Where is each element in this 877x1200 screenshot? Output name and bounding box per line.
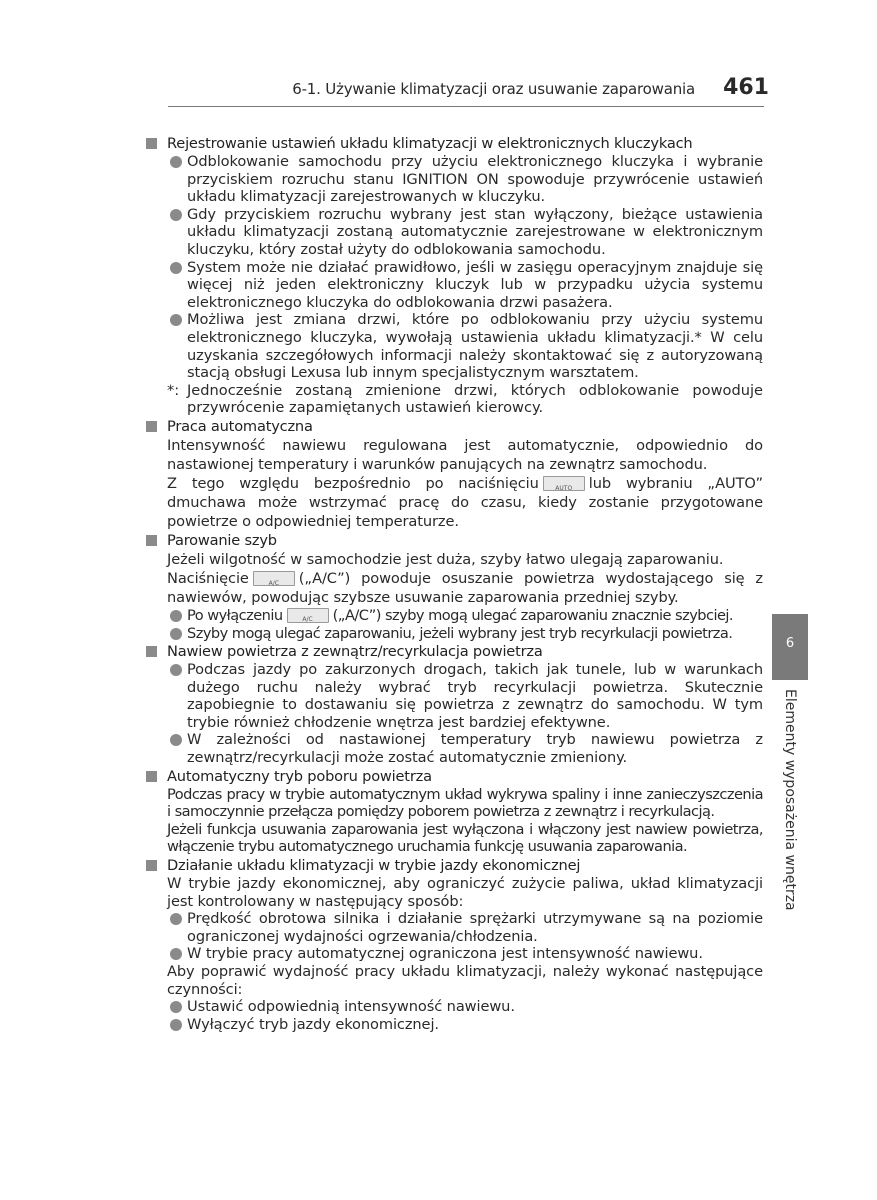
footnote: [143, 382, 763, 417]
ac-button-icon: [287, 608, 329, 623]
list-item: [143, 206, 763, 259]
paragraph: [143, 963, 763, 998]
ac-button-icon: [253, 571, 295, 586]
section-title: Rejestrowanie ustawień układu klimatyzacji w elektronicznych kluczykach: [167, 135, 693, 152]
list-item: [143, 945, 763, 963]
circle-bullet-icon: [170, 664, 182, 676]
paragraph-text: („A/C”) powoduje osuszanie powietrza wydostającego się z nawiewów, powodując szybsze usuwanie zaparowania przedniej szyby.: [167, 569, 763, 606]
paragraph-text: Z tego względu bezpośrednio po naciśnięciu: [167, 474, 539, 492]
list-item: [143, 910, 763, 945]
circle-bullet-icon: [170, 262, 182, 274]
ac-button-label: A/C: [268, 580, 279, 588]
list-item: [143, 607, 763, 625]
page-content: [143, 134, 763, 1033]
circle-bullet-icon: [170, 948, 182, 960]
circle-bullet-icon: [170, 734, 182, 746]
section-title: Działanie układu klimatyzacji w trybie jazdy ekonomicznej: [167, 857, 581, 875]
section-title: Automatyczny tryb poboru powietrza: [167, 767, 432, 785]
square-bullet-icon: [146, 535, 157, 546]
footnote-mark: *:: [167, 381, 180, 399]
paragraph: [143, 821, 763, 856]
list-item-text: System może nie działać prawidłowo, jeśli w zasięgu operacyjnym znajduje się więcej niż jeden elektroniczny kluczyk lub w przypadku użycia systemu elektronicznego kluczyka do odblokowania drzwi pasażera.: [187, 258, 763, 311]
circle-bullet-icon: [170, 314, 182, 326]
auto-button-label: AUTO: [555, 485, 573, 493]
page-header: [0, 76, 877, 102]
section-heading: [143, 531, 763, 550]
auto-button-icon: [543, 476, 585, 491]
list-item-text: W zależności od nastawionej temperatury tryb nawiewu powietrza z zewnątrz/recyrkulacji może zostać automatycznie zmieniony.: [187, 731, 763, 767]
section-heading: [143, 767, 763, 786]
square-bullet-icon: [146, 771, 157, 782]
chapter-title: 6-1. Używanie klimatyzacji oraz usuwanie zaparowania: [292, 80, 695, 98]
section-heading: [143, 642, 763, 661]
paragraph: [143, 550, 763, 569]
list-item: [143, 661, 763, 731]
square-bullet-icon: [146, 860, 157, 871]
list-item-text: W trybie pracy automatycznej ograniczona jest intensywność nawiewu.: [187, 945, 703, 963]
list-item-text: Ustawić odpowiednią intensywność nawiewu.: [187, 998, 515, 1016]
paragraph-text: Podczas pracy w trybie automatycznym układ wykrywa spaliny i inne zanieczyszczenia i samoczynnie przełącza pomiędzy poborem powietrza z zewnątrz i recyrkulacją.: [167, 785, 763, 821]
list-item: [143, 1016, 763, 1034]
footnote-text: Jednocześnie zostaną zmienione drzwi, których odblokowanie powoduje przywrócenie zapamiętanych ustawień kierowcy.: [187, 381, 763, 417]
list-item: [143, 998, 763, 1016]
circle-bullet-icon: [170, 209, 182, 221]
list-item: [143, 259, 763, 312]
paragraph: [143, 786, 763, 821]
paragraph-text: Jeżeli wilgotność w samochodzie jest duża, szyby łatwo ulegają zaparowaniu.: [167, 550, 724, 568]
square-bullet-icon: [146, 646, 157, 657]
section-heading: [143, 856, 763, 875]
header-rule: [168, 106, 764, 107]
paragraph-text: W trybie jazdy ekonomicznej, aby ograniczyć zużycie paliwa, układ klimatyzacji jest kontrolowany w następujący sposób:: [167, 875, 763, 910]
list-item-text: Podczas jazdy po zakurzonych drogach, takich jak tunele, lub w warunkach dużego ruchu należy wybrać tryb recyrkulacji powietrza. Skutecznie zapobiegnie to dostawaniu się powietrza z zewnątrz do samochodu. W tym trybie również chłodzenie wnętrza jest bardziej efektywne.: [187, 661, 763, 731]
paragraph: [143, 436, 763, 474]
list-item-text: Po wyłączeniu: [187, 606, 283, 624]
paragraph-text: lub wybraniu „AUTO” dmuchawa może wstrzymać pracę do czasu, kiedy zostanie przygotowane powietrze o odpowiedniej temperaturze.: [167, 474, 763, 530]
circle-bullet-icon: [170, 628, 182, 640]
list-item-text: Prędkość obrotowa silnika i działanie sprężarki utrzymywane są na poziomie ograniczonej wydajności ogrzewania/chłodzenia.: [187, 910, 763, 945]
square-bullet-icon: [146, 421, 157, 432]
chapter-side-label-text: Elementy wyposażenia wnętrza: [782, 689, 798, 911]
paragraph-text: Jeżeli funkcja usuwania zaparowania jest wyłączona i włączony jest nawiew powietrza, włączenie trybu automatycznego uruchamia funkcję usuwania zaparowania.: [167, 820, 763, 856]
section-heading: [143, 134, 763, 153]
paragraph-text: Naciśnięcie: [167, 569, 249, 587]
circle-bullet-icon: [170, 1001, 182, 1013]
chapter-tab: [772, 614, 808, 680]
paragraph-text: Intensywność nawiewu regulowana jest automatycznie, odpowiednio do nastawionej temperatury i warunków panujących na zewnątrz samochodu.: [167, 436, 763, 473]
list-item-text: Wyłączyć tryb jazdy ekonomicznej.: [187, 1015, 439, 1033]
list-item-text: Szyby mogą ulegać zaparowaniu, jeżeli wybrany jest tryb recyrkulacji powietrza.: [187, 624, 733, 642]
section-title: Parowanie szyb: [167, 531, 277, 549]
list-item-text: Gdy przyciskiem rozruchu wybrany jest stan wyłączony, bieżące ustawienia układu klimatyzacji zostaną automatycznie zarejestrowane w elektronicznym kluczyku, który został użyty do odblokowania samochodu.: [187, 205, 763, 258]
section-title: Nawiew powietrza z zewnątrz/recyrkulacja powietrza: [167, 643, 543, 661]
square-bullet-icon: [146, 138, 157, 149]
list-item: [143, 731, 763, 766]
circle-bullet-icon: [170, 610, 182, 622]
section-heading: [143, 417, 763, 436]
list-item-text: Możliwa jest zmiana drzwi, które po odblokowaniu przy użyciu systemu elektronicznego kluczyka, wywołają ustawienia układu klimatyzacji.* W celu uzyskania szczegółowych informacji należy skontaktować się z autoryzowaną stacją obsługi Lexusa lub innym specjalistycznym warsztatem.: [187, 311, 763, 382]
paragraph: [143, 474, 763, 531]
section-title: Praca automatyczna: [167, 417, 313, 435]
list-item: [143, 153, 763, 206]
page-number: 461: [723, 75, 769, 100]
circle-bullet-icon: [170, 156, 182, 168]
paragraph: [143, 875, 763, 910]
ac-button-label: A/C: [302, 616, 313, 624]
chapter-number: 6: [785, 636, 795, 651]
list-item-text: Odblokowanie samochodu przy użyciu elektronicznego kluczyka i wybranie przyciskiem rozruchu stanu IGNITION ON spowoduje przywrócenie ustawień układu klimatyzacji zarejestrowanych w kluczyku.: [187, 153, 763, 206]
list-item: [143, 625, 763, 643]
chapter-side-label: [775, 690, 805, 930]
list-item: [143, 311, 763, 381]
list-item-text: („A/C”) szyby mogą ulegać zaparowaniu znacznie szybciej.: [332, 606, 733, 624]
paragraph-text: Aby poprawić wydajność pracy układu klimatyzacji, należy wykonać następujące czynności:: [167, 963, 763, 998]
paragraph: [143, 569, 763, 607]
circle-bullet-icon: [170, 1019, 182, 1031]
circle-bullet-icon: [170, 913, 182, 925]
